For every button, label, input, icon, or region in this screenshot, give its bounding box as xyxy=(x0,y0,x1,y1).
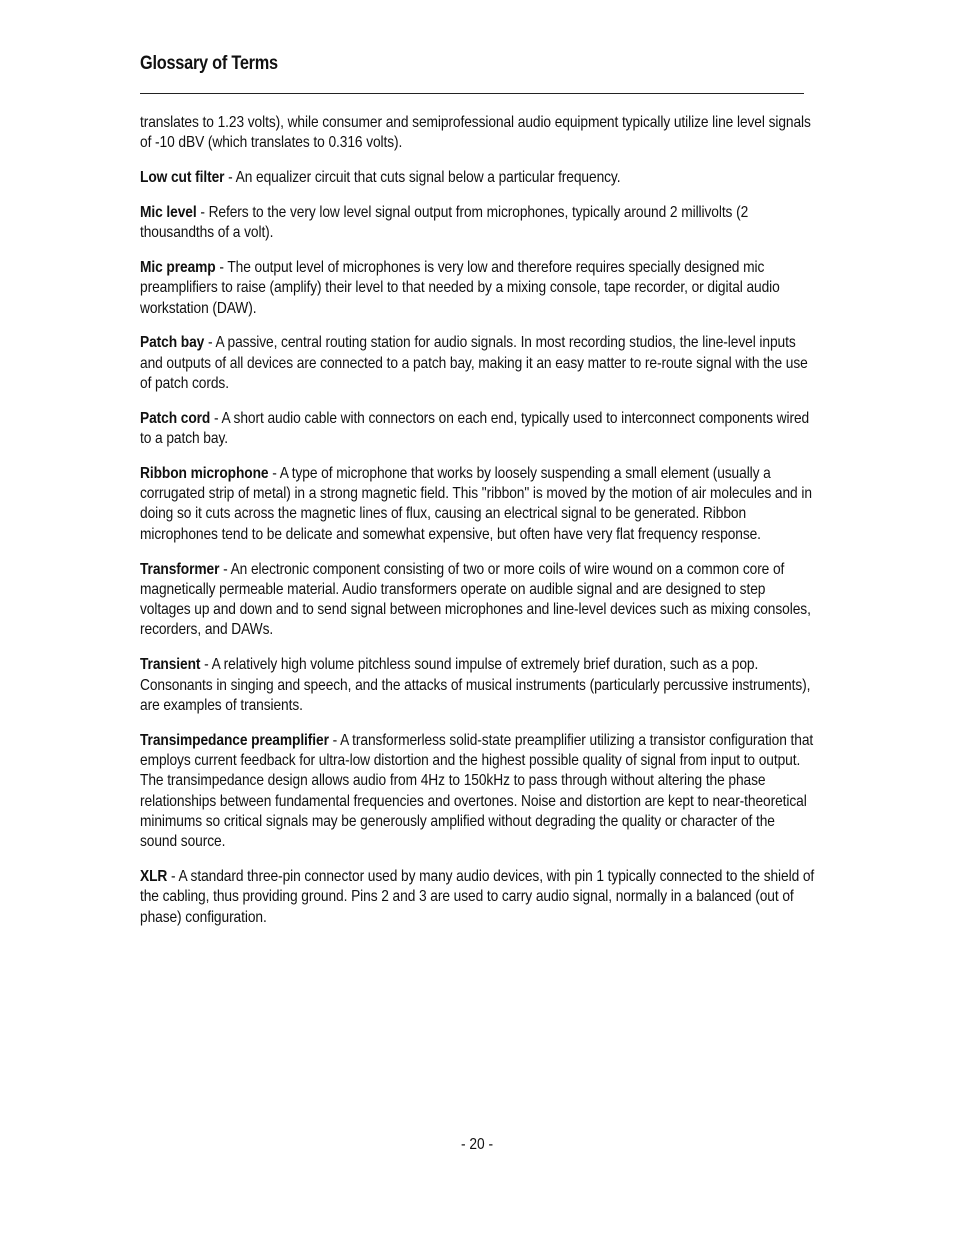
glossary-term: XLR xyxy=(140,867,168,885)
glossary-definition: - Refers to the very low level signal output from microphones, typically around 2 millivolts (2 thousandths of a volt). xyxy=(140,203,749,242)
page-title: Glossary of Terms xyxy=(140,53,278,74)
glossary-term: Mic level xyxy=(140,203,197,221)
glossary-definition: - A standard three-pin connector used by many audio devices, with pin 1 typically connected to the shield of the cabling, thus providing ground. Pins 2 and 3 are used to carry audio signal, normally in a balanced (out of phase) configuration. xyxy=(140,867,815,926)
glossary-term: Transient xyxy=(140,656,201,674)
glossary-term: Patch cord xyxy=(140,409,211,427)
glossary-term: Patch bay xyxy=(140,334,205,352)
glossary-continuation: translates to 1.23 volts), while consumer and semiprofessional audio equipment typically utilize line level signals of -10 dBV (which translates to 0.316 volts). xyxy=(140,114,811,152)
glossary-definition: - A short audio cable with connectors on each end, typically used to interconnect components wired to a patch bay. xyxy=(140,409,810,448)
glossary-definition: - The output level of microphones is very low and therefore requires specially designed mic preamplifiers to raise (amplify) their level to that needed by a mixing console, tape recorder, or digital audio workstation (DAW). xyxy=(140,258,780,317)
glossary-entry-patch-cord xyxy=(140,409,814,450)
glossary-definition: - A relatively high volume pitchless sound impulse of extremely brief duration, such as a pop. Consonants in singing and speech, and the attacks of musical instruments (particularly percussive instruments), are examples of transients. xyxy=(140,656,811,714)
glossary-entry-mic-level xyxy=(140,203,814,244)
glossary-term: Mic preamp xyxy=(140,258,216,276)
glossary-body xyxy=(140,113,814,942)
glossary-entry-transient xyxy=(140,655,814,716)
glossary-entry-ribbon-microphone xyxy=(140,464,814,545)
glossary-definition: - A passive, central routing station for audio signals. In most recording studios, the line-level inputs and outputs of all devices are connected to a patch bay, making it an easy matter to re-route signal with the use of patch cords. xyxy=(140,334,808,392)
glossary-definition: - A transformerless solid-state preamplifier utilizing a transistor configuration that employs current feedback for ultra-low distortion and the highest possible quality of signal from input to output. The transimpedance design allows audio from 4Hz to 150kHz to pass through without altering the phase relationships between fundamental frequencies and overtones. Noise and distortion are kept to near-theoretical minimums so critical signals may be generously amplified without degrading the quality or character of the sound source. xyxy=(140,731,814,851)
glossary-entry-transformer xyxy=(140,560,814,641)
glossary-term: Transimpedance preamplifier xyxy=(140,731,329,749)
glossary-entry-patch-bay xyxy=(140,333,814,394)
glossary-entry-mic-preamp xyxy=(140,258,814,319)
glossary-entry-xlr xyxy=(140,867,814,928)
glossary-definition: - A type of microphone that works by loosely suspending a small element (usually a corrugated strip of metal) in a strong magnetic field. This "ribbon" is moved by the motion of air molecules and in doing so it cuts across the magnetic lines of flux, causing an electrical signal to be generated. Ribbon microphones tend to be delicate and somewhat expensive, but often have very flat frequency response. xyxy=(140,464,812,543)
glossary-term: Ribbon microphone xyxy=(140,464,269,482)
glossary-term: Transformer xyxy=(140,560,220,578)
page-number: - 20 - xyxy=(460,1136,494,1153)
glossary-entry-transimpedance-preamplifier xyxy=(140,731,814,853)
glossary-term: Low cut filter xyxy=(140,169,225,187)
header-divider xyxy=(140,93,804,94)
glossary-definition: - An electronic component consisting of two or more coils of wire wound on a common core of magnetically permeable material. Audio transformers operate on audible signal and are designed to step voltages up and down and to send signal between microphones and line-level devices such as mixing consoles, recorders, and DAWs. xyxy=(140,560,811,639)
glossary-entry-low-cut-filter xyxy=(140,168,814,188)
glossary-definition: - An equalizer circuit that cuts signal below a particular frequency. xyxy=(224,169,621,187)
